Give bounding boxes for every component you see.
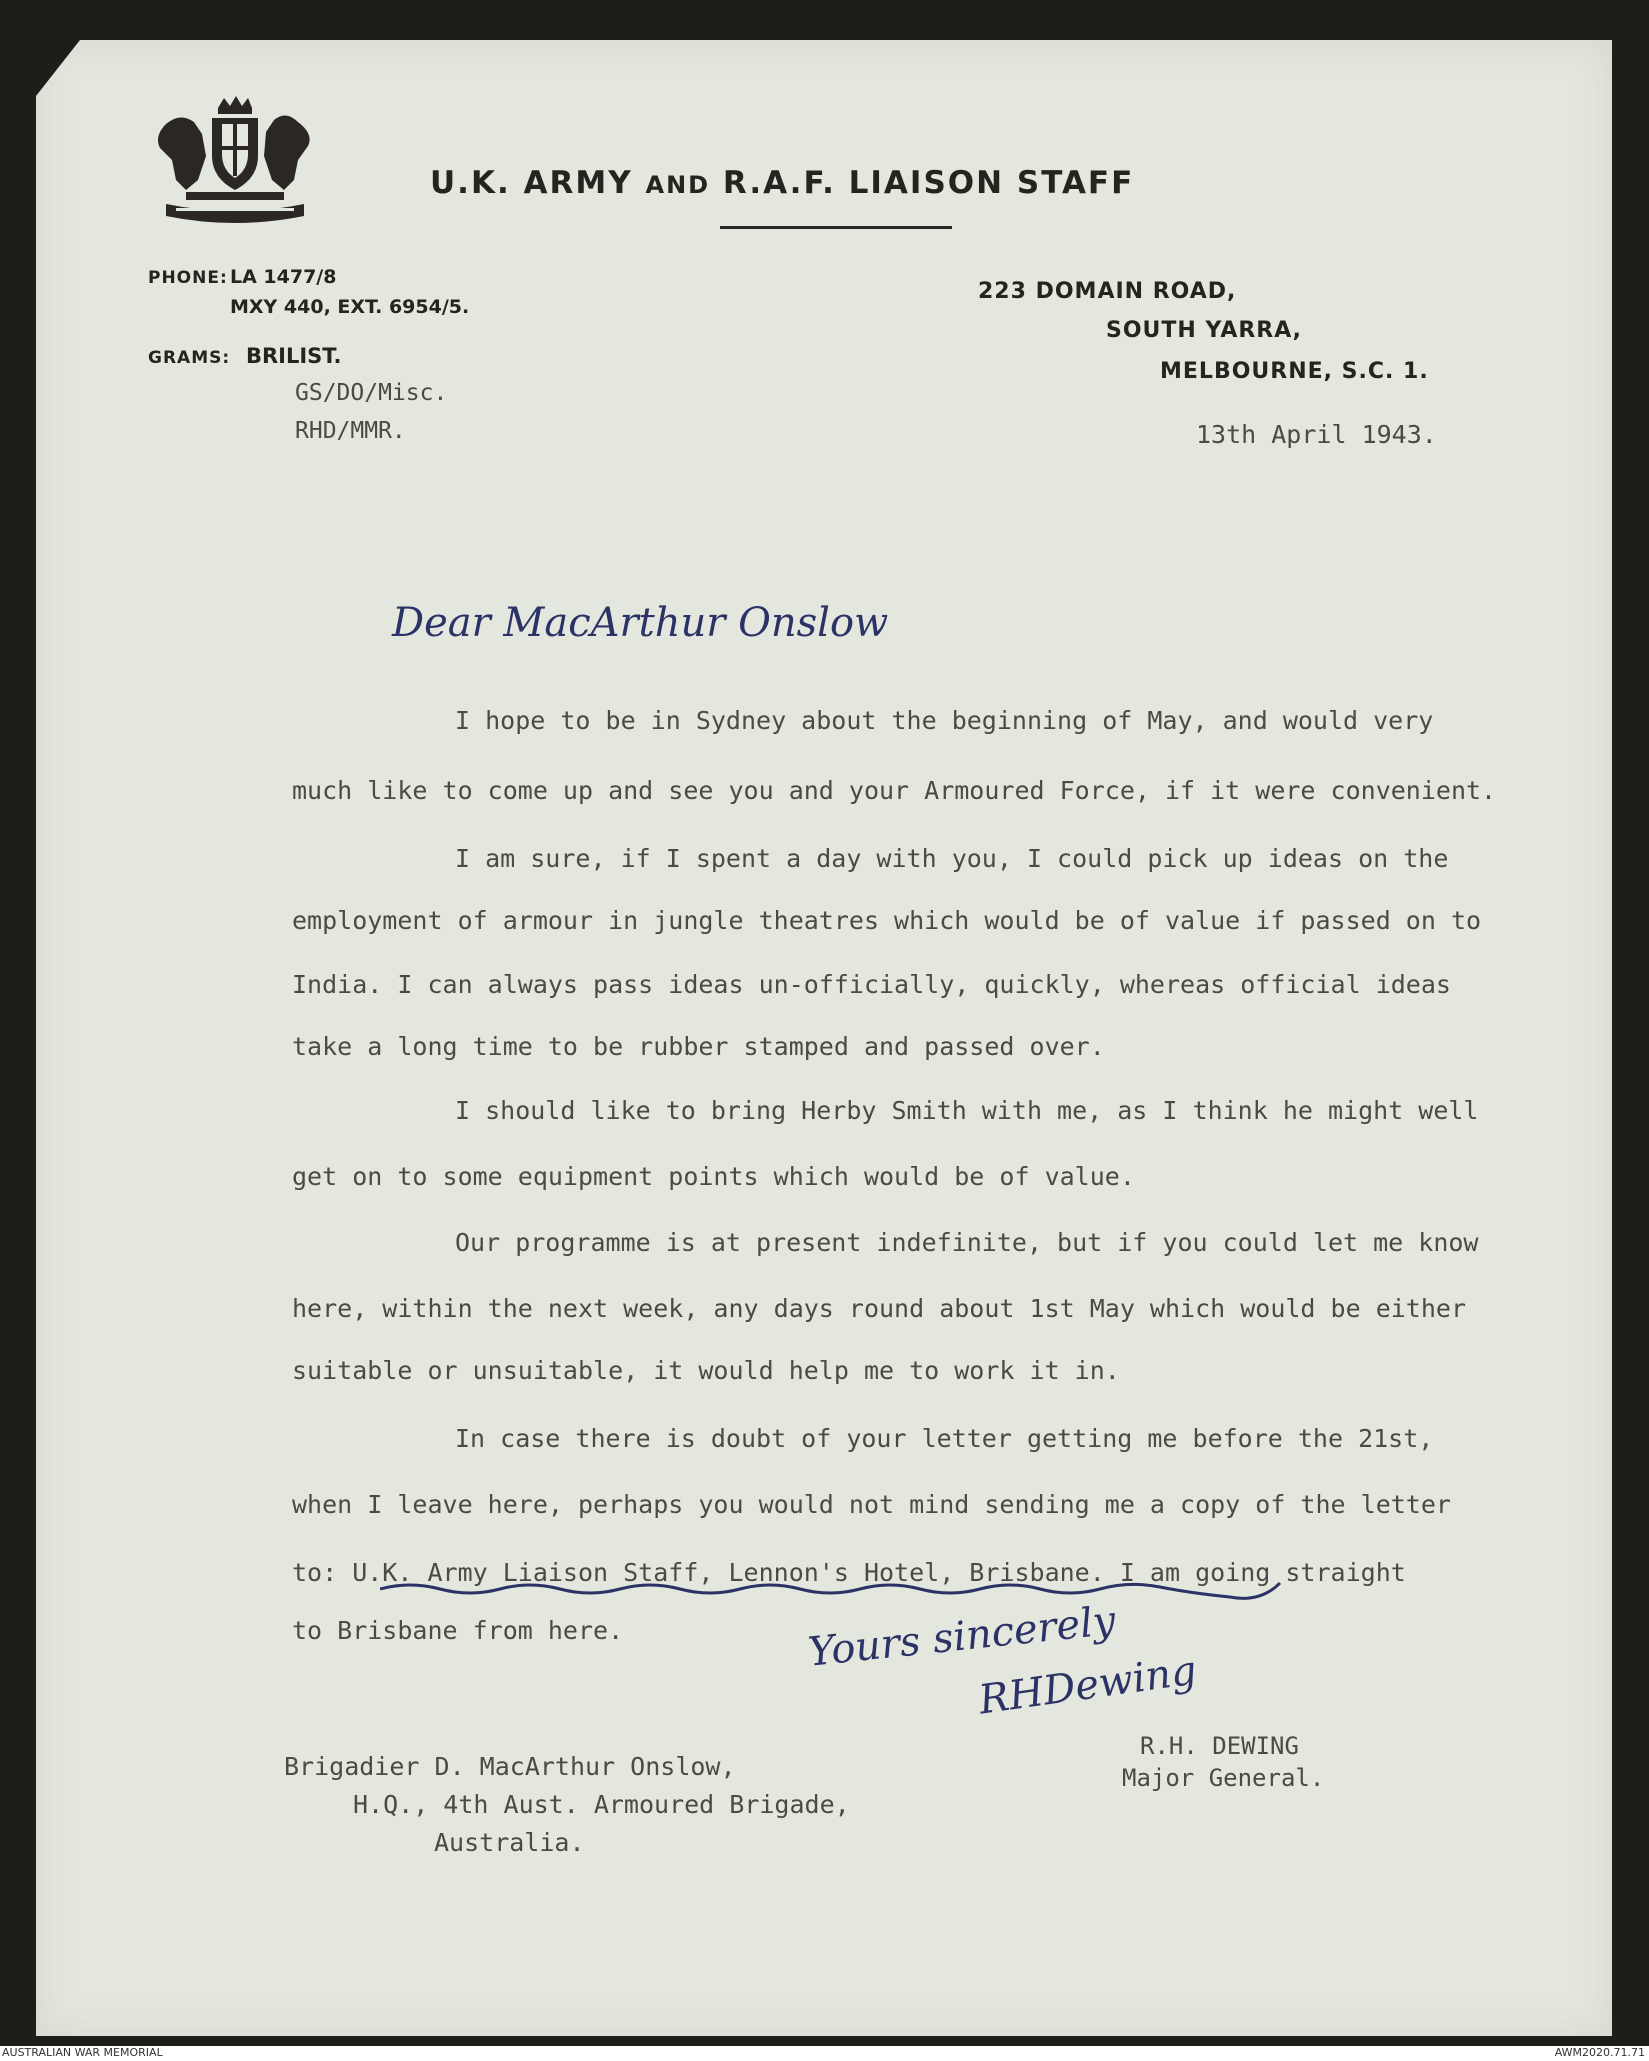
- footer-source: AUSTRALIAN WAR MEMORIAL: [2, 2046, 163, 2059]
- body-line: Our programme is at present indefinite, but if you could let me know: [455, 1228, 1479, 1257]
- body-line: to: U.K. Army Liaison Staff, Lennon's Hotel, Brisbane. I am going straight: [292, 1558, 1406, 1587]
- letter-date: 13th April 1943.: [1196, 420, 1437, 449]
- royal-coat-of-arms-icon: [146, 94, 318, 232]
- phone-number-2: MXY 440, EXT. 6954/5.: [230, 296, 470, 318]
- body-line: when I leave here, perhaps you would not mind sending me a copy of the letter: [292, 1490, 1451, 1519]
- body-line: suitable or unsuitable, it would help me to work it in.: [292, 1356, 1120, 1385]
- body-line: take a long time to be rubber stamped and passed over.: [292, 1032, 1105, 1061]
- body-line: In case there is doubt of your letter getting me before the 21st,: [455, 1424, 1434, 1453]
- grams-label: GRAMS:: [148, 348, 231, 368]
- letterhead-title-part2: R.A.F. LIAISON STAFF: [722, 165, 1135, 201]
- phone-number-1: LA 1477/8: [230, 266, 337, 288]
- body-line: to Brisbane from here.: [292, 1616, 624, 1645]
- body-line: I hope to be in Sydney about the beginning of May, and would very: [455, 706, 1434, 735]
- body-line: employment of armour in jungle theatres which would be of value if passed on to: [292, 906, 1482, 935]
- salutation: Dear MacArthur Onslow: [392, 600, 889, 646]
- sign-off: Yours sincerely: [806, 1597, 1118, 1676]
- body-line: get on to some equipment points which would be of value.: [292, 1162, 1135, 1191]
- title-underline: [720, 226, 952, 229]
- reference-line-2: RHD/MMR.: [295, 418, 406, 444]
- address-line-2: SOUTH YARRA,: [1106, 318, 1303, 343]
- letterhead-title: [430, 165, 1134, 201]
- body-line: I should like to bring Herby Smith with me, as I think he might well: [455, 1096, 1479, 1125]
- body-line: India. I can always pass ideas un-officially, quickly, whereas official ideas: [292, 970, 1451, 999]
- addressee-line-1: Brigadier D. MacArthur Onslow,: [284, 1752, 736, 1781]
- body-line: much like to come up and see you and your Armoured Force, if it were convenient.: [292, 776, 1497, 805]
- reference-line-1: GS/DO/Misc.: [295, 380, 448, 406]
- body-line: here, within the next week, any days round about 1st May which would be either: [292, 1294, 1466, 1323]
- address-line-1: 223 DOMAIN ROAD,: [978, 279, 1237, 304]
- body-line: I am sure, if I spent a day with you, I could pick up ideas on the: [455, 844, 1449, 873]
- signer-rank: Major General.: [1122, 1764, 1325, 1792]
- handwritten-underline: [380, 1577, 1300, 1607]
- letterhead-title-and: AND: [645, 171, 711, 199]
- addressee-line-3: Australia.: [434, 1828, 585, 1857]
- grams-value: BRILIST.: [246, 344, 342, 368]
- signature: RHDewing: [976, 1647, 1200, 1724]
- addressee-line-2: H.Q., 4th Aust. Armoured Brigade,: [353, 1790, 850, 1819]
- footer-accession-number: AWM2020.71.71: [1554, 2046, 1645, 2059]
- phone-label: PHONE:: [148, 268, 228, 288]
- signer-name: R.H. DEWING: [1140, 1732, 1299, 1760]
- letterhead-title-part1: U.K. ARMY: [430, 165, 633, 201]
- address-line-3: MELBOURNE, S.C. 1.: [1160, 359, 1429, 384]
